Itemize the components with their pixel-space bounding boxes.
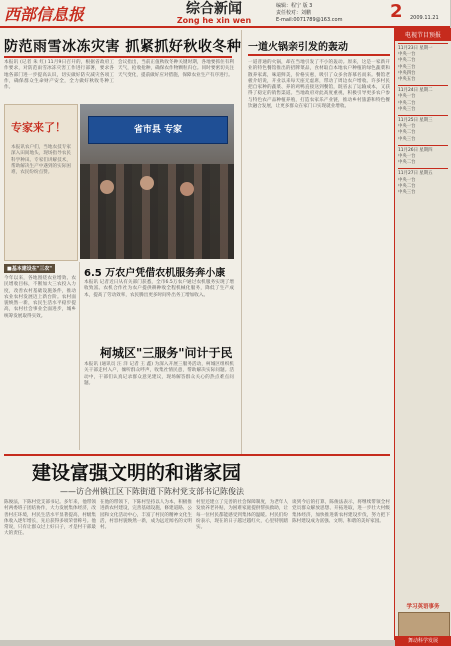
sidebar-item: 中央三台 bbox=[398, 136, 416, 142]
sidebar-item: 中央一台 bbox=[398, 94, 416, 100]
column-rule bbox=[241, 30, 242, 454]
article-text: 会议指出，当前正值秋收冬种关键时期，各地要抓住有利天气，抢收抢种，确保农作物颗粒归仓。同时要密切关注天气变化，提前做好应对措施，保障农业生产有序进行。 bbox=[118, 60, 234, 78]
sidebar-rule bbox=[398, 115, 448, 116]
ad-image bbox=[398, 612, 450, 638]
issue-date: 2009.11.21 bbox=[410, 15, 439, 21]
person-head bbox=[140, 176, 154, 190]
right-headline: 一道火锅亲引发的轰动 bbox=[248, 42, 348, 53]
crowd-image bbox=[80, 164, 234, 259]
farmers-headline: 6.5 万农户凭借农机服务奔小康 bbox=[84, 268, 226, 279]
person-head bbox=[180, 182, 194, 196]
quote-text: 本报讯农户们，当地农技专家深入田间地头，现场指导农民科学种田。专家们讲解技术，帮助解决生产中遇到的实际困难，农民纷纷点赞。 bbox=[11, 145, 71, 176]
sidebar-footer: 舞动科学发展 bbox=[395, 636, 451, 646]
sidebar-item: 11月26日 星期四 bbox=[398, 147, 433, 153]
sidebar-item: 中央三台 bbox=[398, 106, 416, 112]
sidebar-item: 11月23日 星期一 bbox=[398, 46, 433, 51]
right-headline-rule bbox=[248, 54, 390, 56]
sidebar-item: 中央一台 bbox=[398, 154, 416, 160]
headline-rule bbox=[4, 56, 232, 58]
article-text: 本报讯 记者近日从有关部门获悉，全市6.5万农户通过农机服务实现了增收致富。农机合作社为农户提供耕种收全程机械化服务，降低了生产成本，提高了劳动效率，农民腾出更多时间外出务工增加收入。 bbox=[84, 280, 234, 298]
top-headline: 防范雨雪冰冻灾害 抓紧抓好秋收冬种 bbox=[4, 39, 242, 55]
article-text: 本报讯 (记者 朱 红) 11月9日召开的，根据省政府工作要求，对防范雨雪冰冻灾害工作进行部署，要求各地各部门进一步提高认识，切实做好防灾减灾各项工作，确保群众生命财产安全，全力做好秋收冬种工作。 bbox=[4, 60, 114, 91]
main-headline: 建设富强文明的和谐家园 bbox=[32, 462, 242, 484]
editor-info bbox=[276, 3, 342, 24]
sidebar-rule bbox=[398, 43, 448, 44]
sidebar-item: 中央二台 bbox=[398, 160, 416, 166]
person-head bbox=[100, 180, 114, 194]
sidebar-item: 中央二台 bbox=[398, 130, 416, 136]
sanfu-headline: 柯城区"三服务"问计于民 bbox=[100, 346, 233, 360]
sidebar-item: 11月27日 星期五 bbox=[398, 171, 433, 177]
event-photo bbox=[80, 104, 234, 259]
sidebar-rule bbox=[398, 85, 448, 86]
sidebar-item: 中央二台 bbox=[398, 183, 416, 189]
ad-title: 学习英语事务 bbox=[406, 604, 440, 610]
page-number: 2 bbox=[390, 1, 403, 22]
proofreader-line: 责任校对：刘鹏 bbox=[276, 10, 312, 16]
sidebar-item: 中央一台 bbox=[398, 124, 416, 130]
article-text: 一道普通的火锅，却在当地引发了不小的轰动。原来，这是一家新开业的特色餐馆推出的招牌菜品，食材取自本地农户种植的绿色蔬菜和散养家禽，味道鲜美，价格实惠，吸引了众多食客慕名而来。餐馆老板介绍说，开业以来每天座无虚席，带动了周边农户增收。许多村民把自家种的蔬菜、养的鸡鸭直接送到餐馆，既省去了运输成本，又获得了稳定的销售渠道。当地政府对此高度重视，积极引导更多农户参与特色农产品种植养殖，打造农家乐产业链，推动乡村旅游和特色餐饮融合发展，让更多群众在家门口实现就业增收。 bbox=[248, 60, 390, 110]
section-title-pinyin: Zong he xin wen bbox=[176, 16, 252, 25]
banner-text: 省市县 专家 bbox=[133, 125, 183, 135]
editor-line: 编辑：程宁 版 3 bbox=[276, 3, 313, 9]
article-text: 在他的带领下，下陈村坚持以人为本，积极推进新农村建设，完善基础设施，修建道路、公园和文化活动中心，丰富了村民的精神文化生活，村容村貌焕然一新，成为远近闻名的文明村。 bbox=[100, 500, 192, 531]
section-title: 综合新闻 bbox=[186, 1, 242, 17]
sidebar-rule bbox=[398, 145, 448, 146]
main-subheadline: ——访合州镇江区下陈街道下陈村党支部书记陈俊法 bbox=[60, 487, 244, 496]
email-line: E-mail:0071789@163.com bbox=[276, 17, 343, 23]
section-header bbox=[164, 2, 264, 25]
expert-quote-box bbox=[4, 104, 78, 261]
sidebar-item: 中央三台 bbox=[398, 190, 416, 196]
article-text: 本报讯 (通讯员 汪 洋 记者 王 鑫) 为深入开展三服务活动，柯城区组织机关干部走村入户，倾听群众呼声，收集社情民意，帮助解决实际问题。活动中，干部们认真记录群众意见建议，现场解答群众关心的热点难点问题。 bbox=[84, 362, 234, 386]
sidebar-item: 中央五台 bbox=[398, 77, 416, 83]
article-text: 谈到今后的打算，陈俊法表示，将继续带领全村党员群众解放思想、开拓进取，进一步壮大村级集体经济，加快推进新农村建设步伐，努力把下陈村建设成为富强、文明、和谐的美好家园。 bbox=[292, 500, 390, 524]
sidebar-title: 电视节目预报 bbox=[395, 28, 451, 41]
article-text: 村里还建立了完善的社会保障制度，为老年人发放养老补贴，为困难家庭提供帮扶救助，让每一位村民都能感受到集体的温暖。村民们纷纷表示，现在的日子越过越红火，心里特别踏实。 bbox=[196, 500, 288, 531]
article-text: 陈俊法，下陈村党支部书记。多年来，他带领村两委班子团结协作，大力发展集体经济，改善村庄环境，村民生活水平显著提高，村级集体收入逐年增长，先后获得多项荣誉称号。他常说，只有让群众过上好日子，才是村干部最大的责任。 bbox=[4, 500, 96, 537]
quote-caption: 专家来了！ bbox=[11, 121, 66, 134]
sidebar-item: 11月25日 星期三 bbox=[398, 118, 433, 124]
stage-banner bbox=[88, 116, 228, 144]
sidebar-item: 11月24日 星期二 bbox=[398, 88, 433, 94]
sidebar-item: 中央三台 bbox=[398, 64, 416, 70]
sidebar-item: 中央一台 bbox=[398, 52, 416, 58]
column-rule bbox=[79, 262, 80, 450]
main-headline-rule bbox=[4, 454, 390, 456]
masthead bbox=[0, 0, 450, 28]
sidebar-item: 中央一台 bbox=[398, 177, 416, 183]
tv-program-sidebar bbox=[394, 28, 451, 644]
section-box-label: ■基本建设在"三农" bbox=[4, 264, 55, 273]
sidebar-item: 中央四台 bbox=[398, 70, 416, 76]
sidebar-rule bbox=[398, 168, 448, 169]
article-text: 今年以来，各地围绕农业增效、农民增收目标，不断加大三农投入力度，改善农村基础设施条件，推动农业农村发展迈上新台阶。农村面貌焕然一新，农民生活水平稳步提高，农村社会事业全面进步，城乡统筹发展取得实效。 bbox=[4, 276, 76, 319]
sidebar-item: 中央二台 bbox=[398, 58, 416, 64]
sidebar-item: 中央二台 bbox=[398, 100, 416, 106]
newspaper-logo: 西部信息报 bbox=[4, 5, 85, 24]
